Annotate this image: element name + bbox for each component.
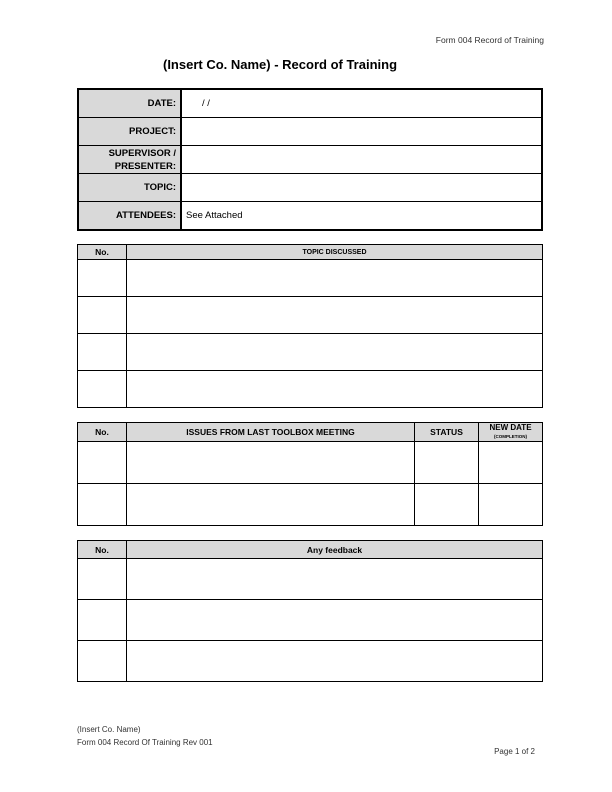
issues-no-header: No.	[78, 423, 127, 442]
topic-cell[interactable]	[127, 297, 543, 334]
supervisor-label-line1: SUPERVISOR /	[108, 147, 176, 159]
topic-no-cell[interactable]	[78, 371, 127, 408]
project-field[interactable]	[181, 118, 542, 146]
form-reference: Form 004 Record of Training	[435, 35, 544, 45]
topic-row-4	[78, 371, 543, 408]
feedback-no-cell[interactable]	[78, 641, 127, 682]
issue-cell[interactable]	[127, 484, 415, 526]
feedback-cell[interactable]	[127, 641, 543, 682]
status-header: STATUS	[415, 423, 479, 442]
feedback-table	[77, 540, 543, 682]
date-row	[78, 89, 542, 118]
topic-no-header: No.	[78, 245, 127, 260]
topic-discussed-header: TOPIC DISCUSSED	[127, 245, 543, 260]
footer-revision: Form 004 Record Of Training Rev 001	[77, 738, 213, 747]
topic-field[interactable]	[181, 174, 542, 202]
feedback-cell[interactable]	[127, 600, 543, 641]
footer-company: (Insert Co. Name)	[77, 725, 141, 734]
status-cell[interactable]	[415, 484, 479, 526]
topic-no-cell[interactable]	[78, 260, 127, 297]
supervisor-row	[78, 146, 542, 174]
issue-cell[interactable]	[127, 442, 415, 484]
feedback-cell[interactable]	[127, 559, 543, 600]
project-row	[78, 118, 542, 146]
topic-row-2	[78, 297, 543, 334]
issue-no-cell[interactable]	[78, 442, 127, 484]
new-date-cell[interactable]	[479, 442, 543, 484]
feedback-header-row	[78, 541, 543, 559]
status-cell[interactable]	[415, 442, 479, 484]
feedback-row-2	[78, 600, 543, 641]
topic-no-cell[interactable]	[78, 334, 127, 371]
topic-row-3	[78, 334, 543, 371]
supervisor-label	[78, 146, 181, 174]
supervisor-field[interactable]	[181, 146, 542, 174]
info-table	[77, 88, 543, 231]
date-value: / /	[202, 98, 210, 109]
feedback-row-3	[78, 641, 543, 682]
project-label: PROJECT:	[78, 118, 181, 146]
supervisor-label-line2: PRESENTER:	[114, 160, 176, 172]
attendees-label: ATTENDEES:	[78, 202, 181, 231]
topic-row	[78, 174, 542, 202]
new-date-header	[479, 423, 543, 442]
topic-row-1	[78, 260, 543, 297]
topic-no-cell[interactable]	[78, 297, 127, 334]
issues-header-row	[78, 423, 543, 442]
new-date-cell[interactable]	[479, 484, 543, 526]
feedback-no-header: No.	[78, 541, 127, 559]
feedback-no-cell[interactable]	[78, 600, 127, 641]
attendees-field[interactable]: See Attached	[181, 202, 542, 231]
feedback-header: Any feedback	[127, 541, 543, 559]
issues-header: ISSUES FROM LAST TOOLBOX MEETING	[127, 423, 415, 442]
new-date-label: NEW DATE	[489, 423, 532, 432]
attendees-row	[78, 202, 542, 231]
topic-table	[77, 244, 543, 408]
feedback-row-1	[78, 559, 543, 600]
issues-row-2	[78, 484, 543, 526]
page-number: Page 1 of 2	[494, 747, 535, 756]
topic-cell[interactable]	[127, 334, 543, 371]
topic-label: TOPIC:	[78, 174, 181, 202]
new-date-sublabel: (COMPLETION)	[494, 434, 527, 439]
topic-cell[interactable]	[127, 260, 543, 297]
feedback-no-cell[interactable]	[78, 559, 127, 600]
document-title: (Insert Co. Name) - Record of Training	[162, 57, 398, 72]
issues-row-1	[78, 442, 543, 484]
date-label: DATE:	[78, 89, 181, 118]
topic-header-row	[78, 245, 543, 260]
date-field[interactable]	[181, 89, 542, 118]
issue-no-cell[interactable]	[78, 484, 127, 526]
issues-table	[77, 422, 543, 526]
topic-cell[interactable]	[127, 371, 543, 408]
footer-left	[77, 723, 213, 749]
